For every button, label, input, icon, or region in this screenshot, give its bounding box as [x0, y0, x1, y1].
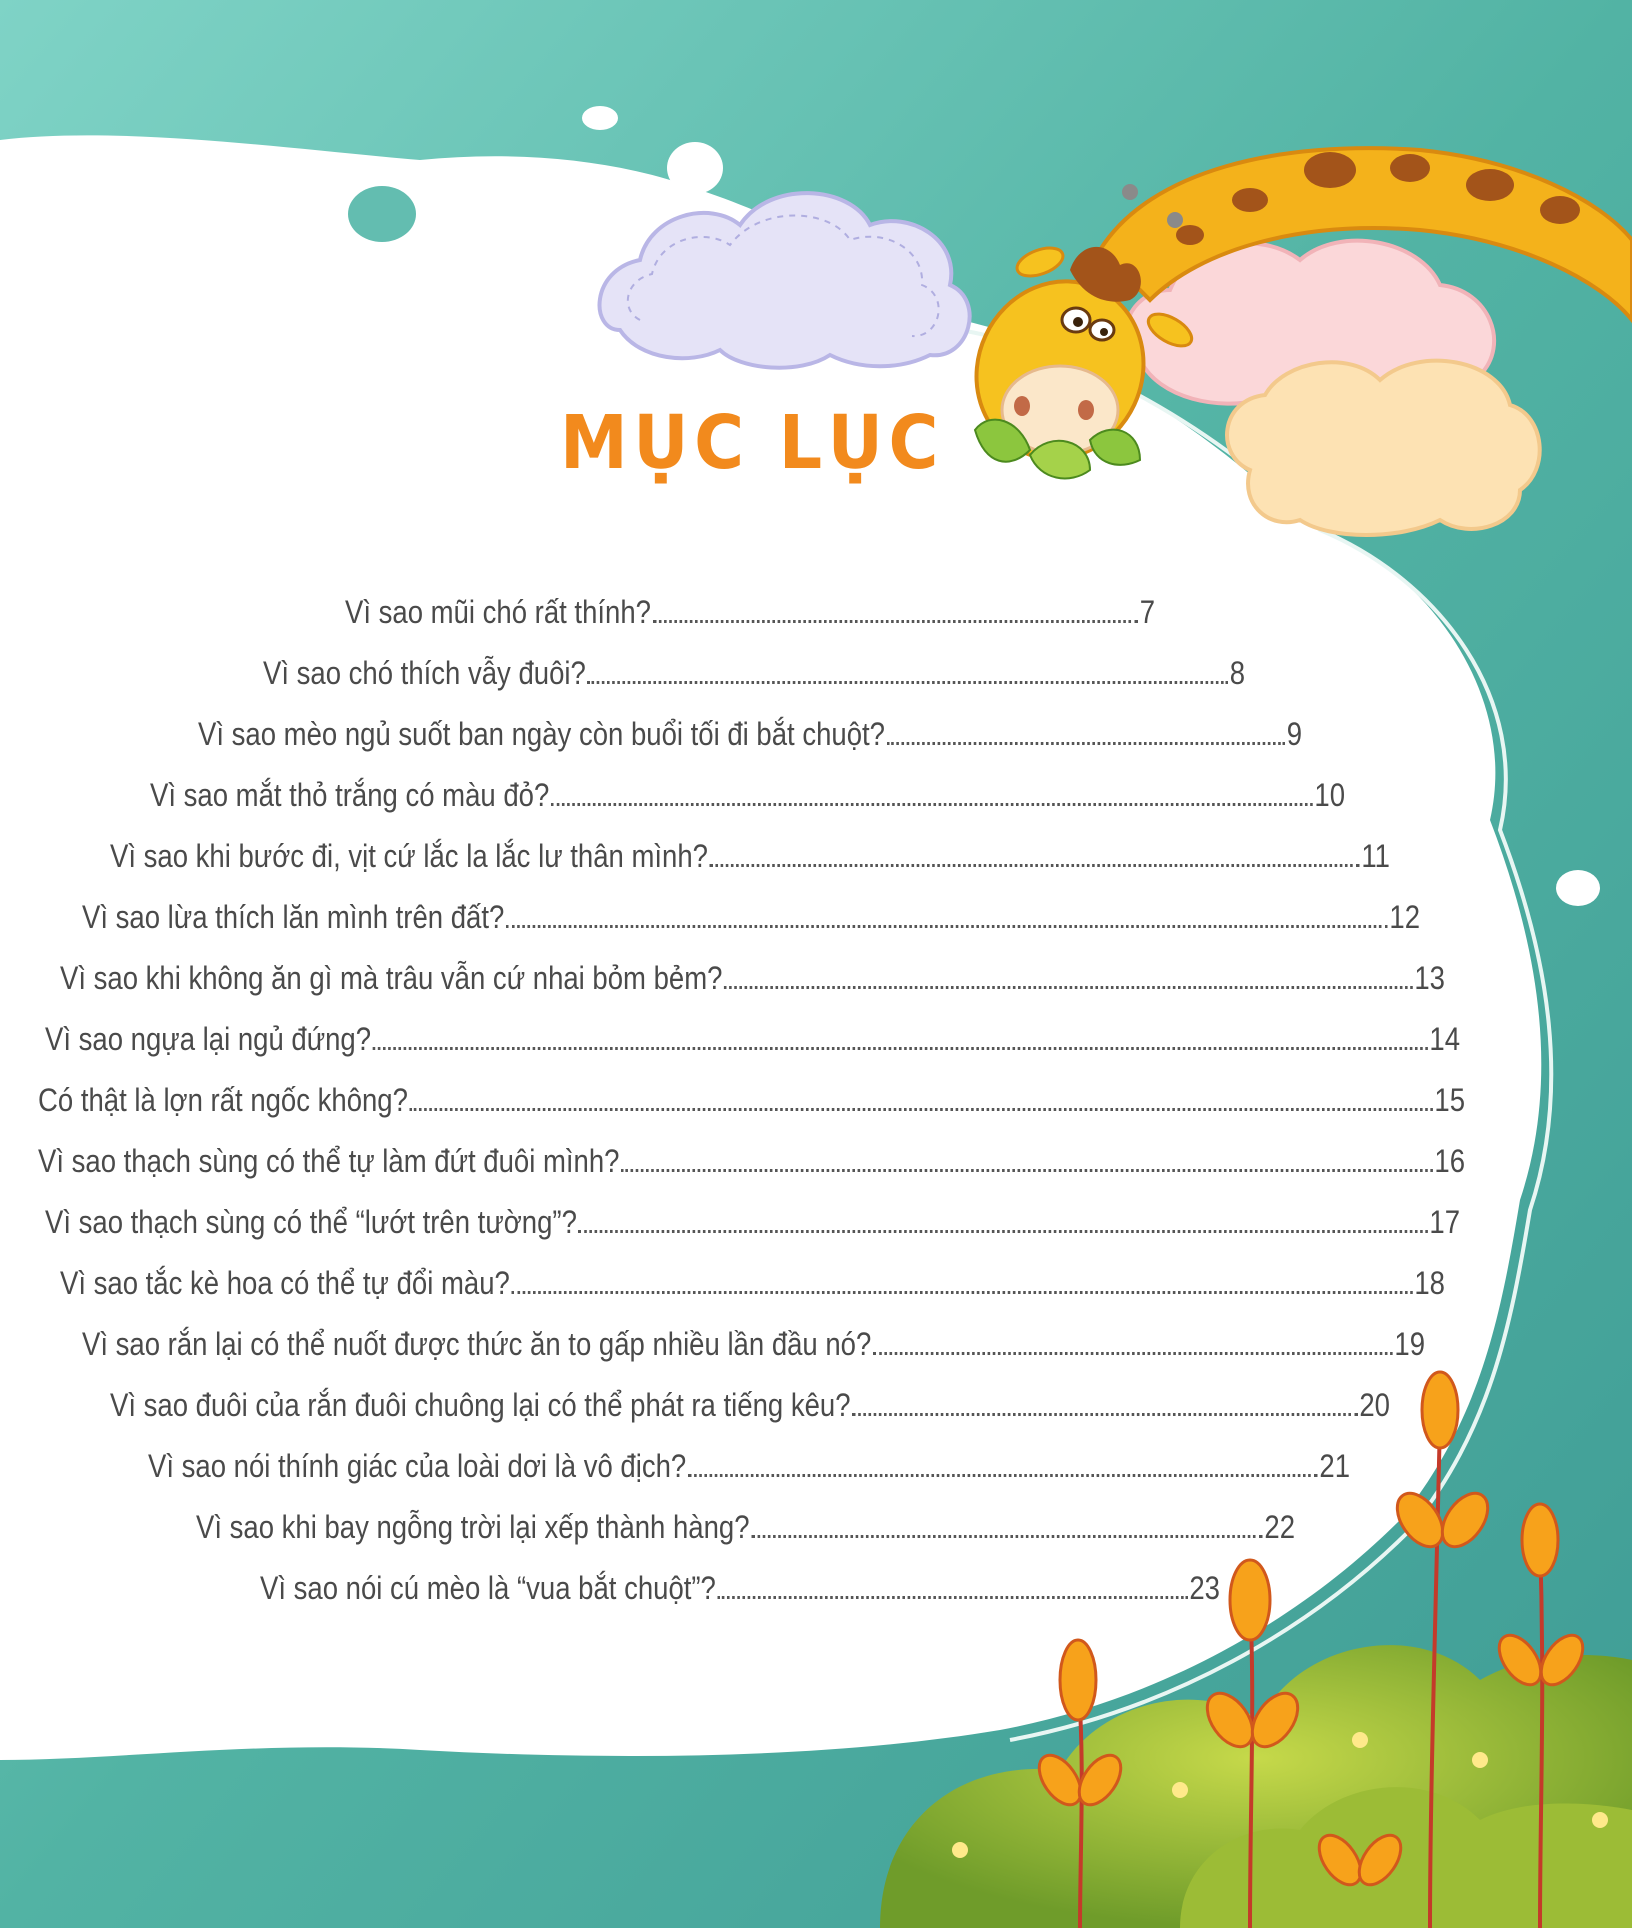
toc-dot-leader	[718, 1596, 1188, 1599]
toc-entry-title: Vì sao đuôi của rắn đuôi chuông lại có thể phát ra tiếng kêu?	[110, 1387, 851, 1423]
toc-dot-leader	[887, 742, 1285, 745]
toc-entry-title: Vì sao chó thích vẫy đuôi?	[263, 655, 586, 691]
toc-entry-title: Vì sao thạch sùng có thể tự làm đứt đuôi mình?	[38, 1143, 620, 1179]
toc-entry[interactable]	[110, 829, 1390, 875]
toc-dot-leader	[551, 803, 1313, 806]
toc-entry-page: 13	[1414, 960, 1445, 996]
toc-entry[interactable]	[110, 1378, 1390, 1424]
toc-entry-title: Vì sao khi không ăn gì mà trâu vẫn cứ nhai bỏm bẻm?	[60, 960, 723, 996]
toc-dot-leader	[373, 1047, 1428, 1050]
toc-entry-page: 20	[1359, 1387, 1390, 1423]
toc-entry[interactable]	[260, 1561, 1220, 1607]
toc-entry-title: Vì sao thạch sùng có thể “lướt trên tường”?	[45, 1204, 577, 1240]
toc-dot-leader	[621, 1169, 1432, 1172]
toc-entry[interactable]	[345, 585, 1155, 631]
toc-entry-title: Vì sao nói cú mèo là “vua bắt chuột”?	[260, 1570, 716, 1606]
toc-entry-page: 22	[1264, 1509, 1295, 1545]
toc-dot-leader	[506, 925, 1388, 928]
toc-dot-leader	[588, 681, 1228, 684]
toc-entry[interactable]	[196, 1500, 1295, 1546]
toc-entry[interactable]	[38, 1134, 1465, 1180]
toc-entry-title: Vì sao ngựa lại ngủ đứng?	[45, 1021, 372, 1057]
toc-entry-page: 19	[1394, 1326, 1425, 1362]
toc-entry[interactable]	[45, 1195, 1460, 1241]
toc-entry[interactable]	[263, 646, 1245, 692]
toc-entry[interactable]	[38, 1073, 1465, 1119]
toc-entry[interactable]	[148, 1439, 1350, 1485]
toc-entry-page: 10	[1314, 777, 1345, 813]
page-title: MỤC LỤC	[560, 400, 944, 486]
toc-dot-leader	[751, 1535, 1262, 1538]
toc-entry-page: 16	[1434, 1143, 1465, 1179]
toc-entry-page: 12	[1389, 899, 1420, 935]
toc-dot-leader	[710, 864, 1360, 867]
toc-dot-leader	[873, 1352, 1393, 1355]
toc-entry-page: 8	[1229, 655, 1245, 691]
toc-entry-page: 18	[1414, 1265, 1445, 1301]
toc-entry[interactable]	[198, 707, 1302, 753]
toc-entry[interactable]	[150, 768, 1345, 814]
toc-dot-leader	[852, 1413, 1357, 1416]
toc-entry-title: Vì sao mũi chó rất thính?	[345, 594, 651, 630]
toc-entry-title: Vì sao rắn lại có thể nuốt được thức ăn to gấp nhiều lần đầu nó?	[82, 1326, 872, 1362]
toc-entry[interactable]	[82, 890, 1420, 936]
toc-entry-title: Vì sao khi bước đi, vịt cứ lắc la lắc lư thân mình?	[110, 838, 708, 874]
toc-entry-title: Vì sao mèo ngủ suốt ban ngày còn buổi tối đi bắt chuột?	[198, 716, 885, 752]
toc-entry-title: Có thật là lợn rất ngốc không?	[38, 1082, 408, 1118]
toc-entry-title: Vì sao tắc kè hoa có thể tự đổi màu?	[60, 1265, 510, 1301]
toc-entry-page: 14	[1429, 1021, 1460, 1057]
toc-entry-title: Vì sao mắt thỏ trắng có màu đỏ?	[150, 777, 550, 813]
toc-entry-title: Vì sao lừa thích lăn mình trên đất?	[82, 899, 505, 935]
toc-entry-title: Vì sao khi bay ngỗng trời lại xếp thành hàng?	[196, 1509, 750, 1545]
toc-entry-page: 17	[1429, 1204, 1460, 1240]
toc-entry-page: 7	[1139, 594, 1155, 630]
toc-entry-page: 11	[1361, 838, 1390, 874]
toc-dot-leader	[653, 620, 1138, 623]
toc-dot-leader	[410, 1108, 1433, 1111]
toc-dot-leader	[724, 986, 1412, 989]
toc-entry-page: 23	[1189, 1570, 1220, 1606]
toc-dot-leader	[579, 1230, 1428, 1233]
toc-dot-leader	[512, 1291, 1413, 1294]
toc-entry-page: 21	[1319, 1448, 1350, 1484]
toc-entry-page: 15	[1434, 1082, 1465, 1118]
toc-entry[interactable]	[82, 1317, 1425, 1363]
toc-entry-page: 9	[1286, 716, 1302, 752]
toc-entry-title: Vì sao nói thính giác của loài dơi là vô địch?	[148, 1448, 687, 1484]
toc-entry[interactable]	[60, 951, 1445, 997]
toc-entry[interactable]	[45, 1012, 1460, 1058]
toc-entry[interactable]	[60, 1256, 1445, 1302]
toc-dot-leader	[688, 1474, 1318, 1477]
